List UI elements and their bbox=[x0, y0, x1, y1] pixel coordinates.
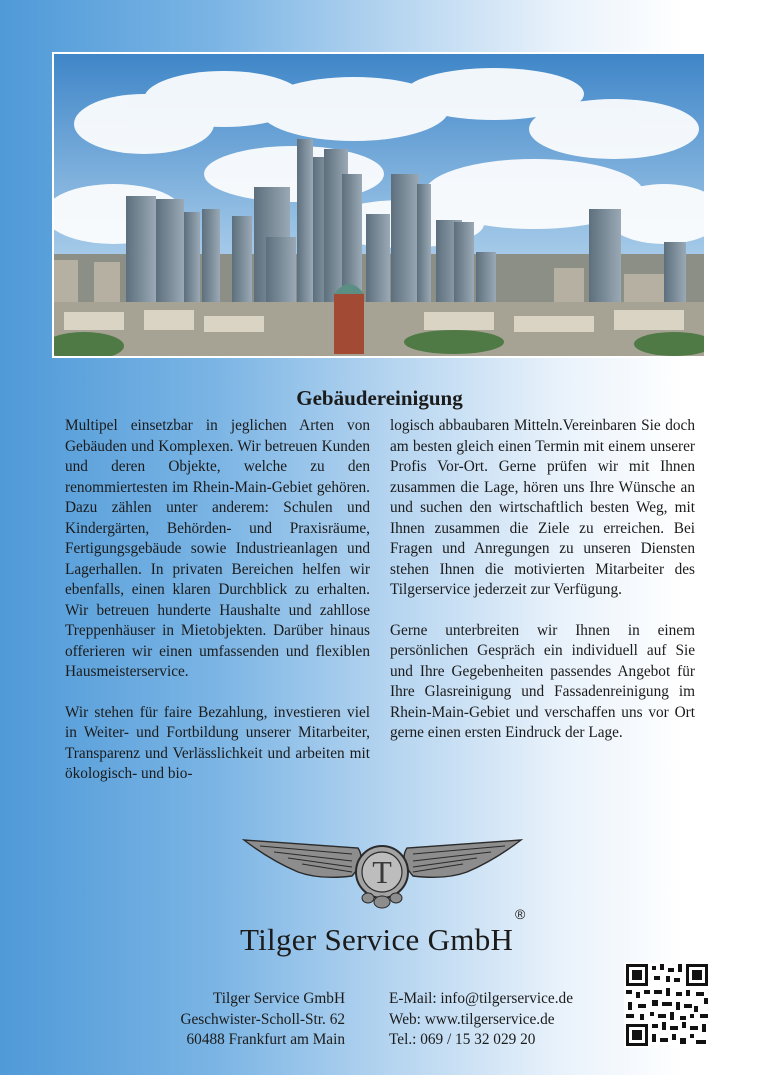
contact-block bbox=[389, 989, 609, 1051]
winged-logo bbox=[240, 836, 525, 911]
frankfurt-skyline-image bbox=[54, 54, 704, 356]
paragraph: Gerne unterbreiten wir Ihnen in einem persönlichen Gespräch ein individuell auf Sie und Ihre Gegebenheiten passendes Angebot für Ihre Glasreinigung und Fassadenreinigung im Rhein-Main-Gebiet und verschaffen uns vor Ort gerne einen ersten Eindruck der Lage. bbox=[390, 621, 695, 741]
paragraph: Multipel einsetzbar in jeglichen Arten von Gebäuden und Komplexen. Wir betreuen Kunden und deren Objekte, welche zu den renommiertesten im Rhein-Main-Gebiet gehören. Dazu zählen unter anderem: Schulen und Kindergärten, Behörden- und Praxisräume, Fertigungsgebäude sowie Industrieanlagen und Lagerhallen. In privaten Bereichen helfen wir ebenfalls, einen klaren Durchblick zu erhalten. Wir betreuen hunderte Haushalte und zahllose Treppenhäuser in Mietobjekten. Darüber hinaus offerieren wir einen umfassenden und flexiblen Hausmeisterservice. bbox=[65, 417, 370, 680]
contact-web[interactable]: Web: www.tilgerservice.de bbox=[389, 1010, 555, 1028]
address-street: Geschwister-Scholl-Str. 62 bbox=[180, 1010, 345, 1028]
skyline-photo bbox=[52, 52, 706, 358]
winged-t-emblem-icon bbox=[240, 836, 525, 911]
paragraph: logisch abbaubaren Mitteln.Vereinbaren Sie doch am besten gleich einen Termin mit einem unserer Profis Vor-Ort. Gerne prüfen wir mit Ihnen zusammen die Lage, hören uns Ihre Wünsche an und suchen den wirtschaftlich besten Weg, mit Ihnen zusammen die Ziele zu erreichen. Bei Fragen und Anregungen zu unseren Diensten stehen Ihnen die motivierten Mitarbeiter des Tilgerservice jederzeit zur Verfügung. bbox=[390, 417, 695, 598]
address-block bbox=[120, 989, 345, 1051]
contact-email[interactable]: E-Mail: info@tilgerservice.de bbox=[389, 990, 573, 1007]
page-heading: Gebäudereinigung bbox=[296, 386, 463, 410]
paragraph: Wir stehen für faire Bezahlung, investieren viel in Weiter- und Fortbildung unserer Mitarbeiter, Transparenz und Verlässlichkeit und arbeiten mit ökologisch- und bio- bbox=[65, 703, 370, 782]
contact-phone: Tel.: 069 / 15 32 029 20 bbox=[389, 1031, 536, 1048]
address-city: 60488 Frankfurt am Main bbox=[186, 1031, 345, 1048]
body-column-left bbox=[65, 416, 370, 805]
brand-name: Tilger Service GmbH bbox=[240, 922, 514, 957]
registered-mark: ® bbox=[515, 906, 526, 922]
address-company: Tilger Service GmbH bbox=[213, 990, 345, 1007]
qr-code bbox=[624, 962, 710, 1048]
qr-code-icon bbox=[624, 962, 710, 1048]
logo-letter: T bbox=[372, 854, 392, 890]
body-column-right bbox=[390, 416, 695, 764]
